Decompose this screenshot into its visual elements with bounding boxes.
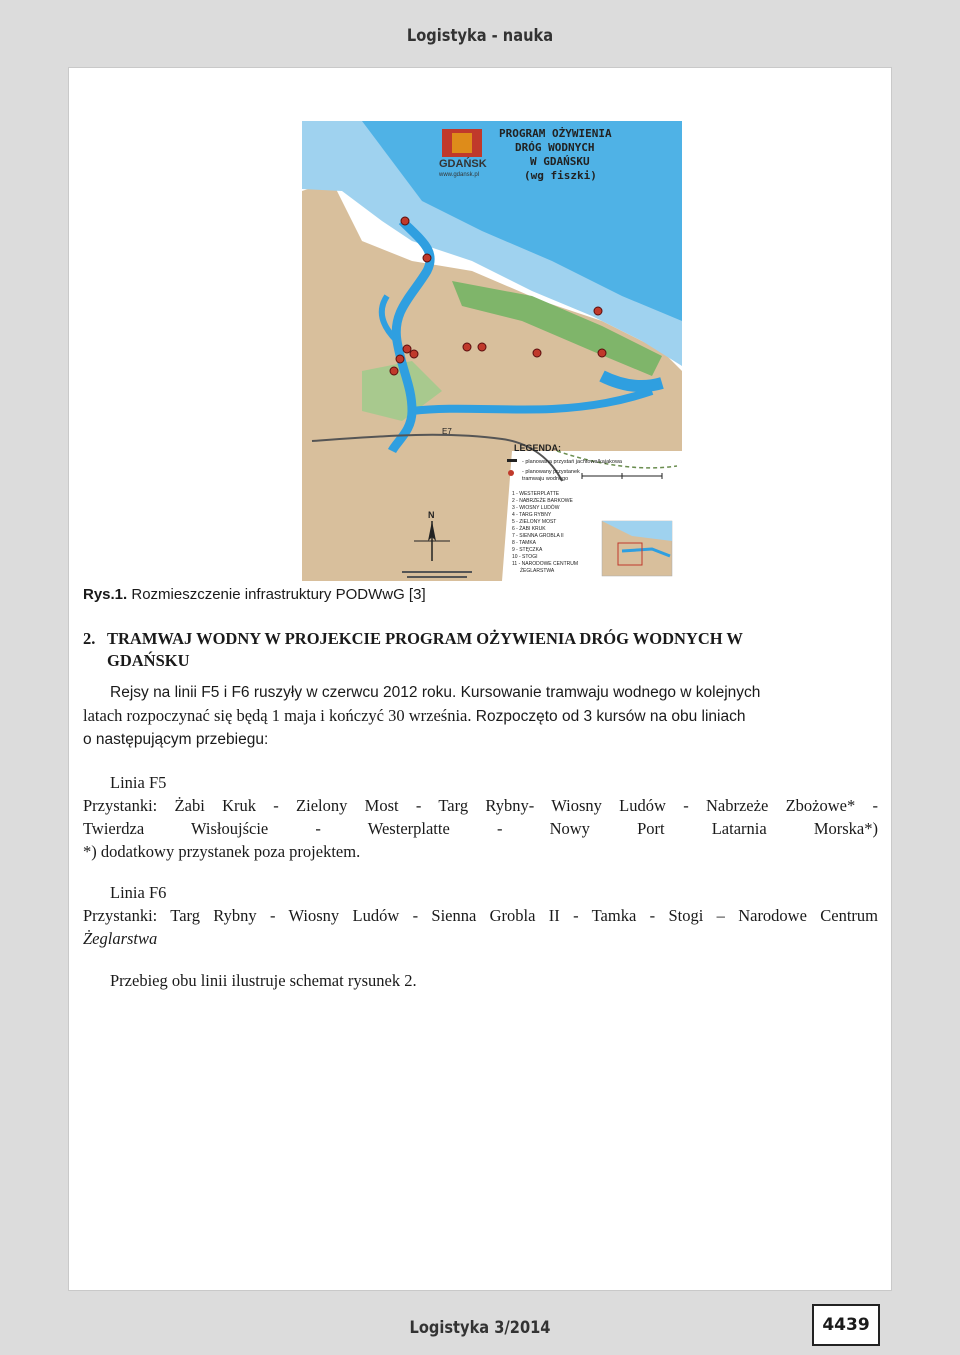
map-title-line: (wg fiszki) [524, 169, 597, 182]
paragraph-intro [83, 681, 878, 751]
logo-url: www.gdansk.pl [439, 172, 480, 178]
inset-map [602, 521, 672, 576]
legend-stop: 11 - NARODOWE CENTRUM [512, 561, 579, 567]
figure-caption [83, 586, 426, 603]
marker-stop [598, 349, 606, 357]
marker-stop [478, 343, 486, 351]
section-heading [83, 628, 873, 672]
legend-item: - planowana przystań jachtowa/kajakowa [522, 459, 622, 465]
marina-icon [507, 459, 517, 462]
legend-stop: 4 - TARG RYBNY [512, 512, 552, 518]
marker-stop [463, 343, 471, 351]
legend-stop: 8 - TAMKA [512, 540, 536, 546]
section-title-line2: GDAŃSKU [107, 651, 190, 670]
closing-text: Przebieg obu linii ilustruje schemat rysunek 2. [110, 971, 417, 990]
logo-text: GDAŃSK [439, 158, 487, 170]
legend-item: - planowany przystanek [522, 469, 580, 475]
marker-stop [390, 367, 398, 375]
f5-stops-line1: Przystanki: Żabi Kruk - Zielony Most - Targ Rybny- Wiosny Ludów - Nabrzeże Zbożowe* - [83, 796, 878, 815]
north-label: N [428, 510, 435, 520]
road-label: E7 [442, 427, 452, 436]
marker-stop [533, 349, 541, 357]
journal-header: Logistyka - nauka [406, 26, 554, 46]
legend-stop: 2 - NABRZEŻE BARKOWE [512, 498, 573, 504]
marker-stop [396, 355, 404, 363]
marker-stop [423, 254, 431, 262]
tram-stop-icon [508, 470, 514, 476]
section-number: 2. [83, 629, 96, 648]
map-title-line: DRÓG WODNYCH [515, 141, 595, 154]
legend-stop: 9 - STĘCZKA [512, 547, 543, 553]
line-f6-block [83, 881, 878, 950]
legend-stop: 5 - ZIELONY MOST [512, 519, 557, 525]
intro-line1: Rejsy na linii F5 i F6 ruszyły w czerwcu 2012 roku. Kursowanie tramwaju wodnego w kolejnych [110, 684, 761, 701]
caption-text: Rozmieszczenie infrastruktury PODWwG [3] [127, 586, 426, 603]
gdansk-waterways-map [302, 121, 682, 581]
legend-stop: 1 - WESTERPLATTE [512, 491, 560, 497]
intro-line3: o następującym przebiegu: [83, 731, 269, 748]
intro-line2 [83, 704, 878, 728]
legend-stop: 6 - ŻABI KRUK [512, 526, 546, 532]
f5-title: Linia F5 [110, 773, 167, 792]
legend-stop: ŻEGLARSTWA [520, 568, 555, 574]
legend-title: LEGENDA: [514, 443, 561, 453]
intro-line2-serif: latach rozpoczynać się będą 1 maja i kończyć 30 września. [83, 706, 472, 725]
marker-stop [410, 350, 418, 358]
map-title-line: W GDAŃSKU [530, 155, 590, 168]
f5-footnote: *) dodatkowy przystanek poza projektem. [83, 842, 361, 861]
journal-footer: Logistyka 3/2014 [409, 1318, 551, 1338]
line-f5-block [83, 771, 878, 863]
map-figure [302, 121, 682, 581]
page-number: 4439 [812, 1304, 880, 1346]
paragraph-closing [83, 969, 878, 992]
page [68, 67, 892, 1291]
f5-stops-line2: Twierdza Wisłoujście - Westerplatte - Nowy Port Latarnia Morska*) [83, 819, 878, 838]
marker-stop [401, 217, 409, 225]
legend-stop: 3 - WIOSNY LUDÓW [512, 505, 560, 511]
intro-line2-sans: Rozpoczęto od 3 kursów na obu liniach [471, 708, 746, 725]
section-title-line1: TRAMWAJ WODNY W PROJEKCIE PROGRAM OŻYWIENIA DRÓG WODNYCH W [107, 629, 743, 648]
caption-label: Rys.1. [83, 586, 128, 603]
marker-stop [403, 345, 411, 353]
map-title-line: PROGRAM OŻYWIENIA [499, 127, 612, 140]
f6-stops-line2: Żeglarstwa [83, 929, 158, 948]
f6-stops-line1: Przystanki: Targ Rybny - Wiosny Ludów - Sienna Grobla II - Tamka - Stogi – Narodowe Centrum [83, 906, 878, 925]
legend-stop: 7 - SIENNA GROBLA II [512, 533, 564, 539]
f6-title: Linia F6 [110, 883, 167, 902]
legend-stop: 10 - STOGI [512, 554, 538, 560]
legend-item: tramwaju wodnego [522, 476, 569, 482]
marker-stop [594, 307, 602, 315]
